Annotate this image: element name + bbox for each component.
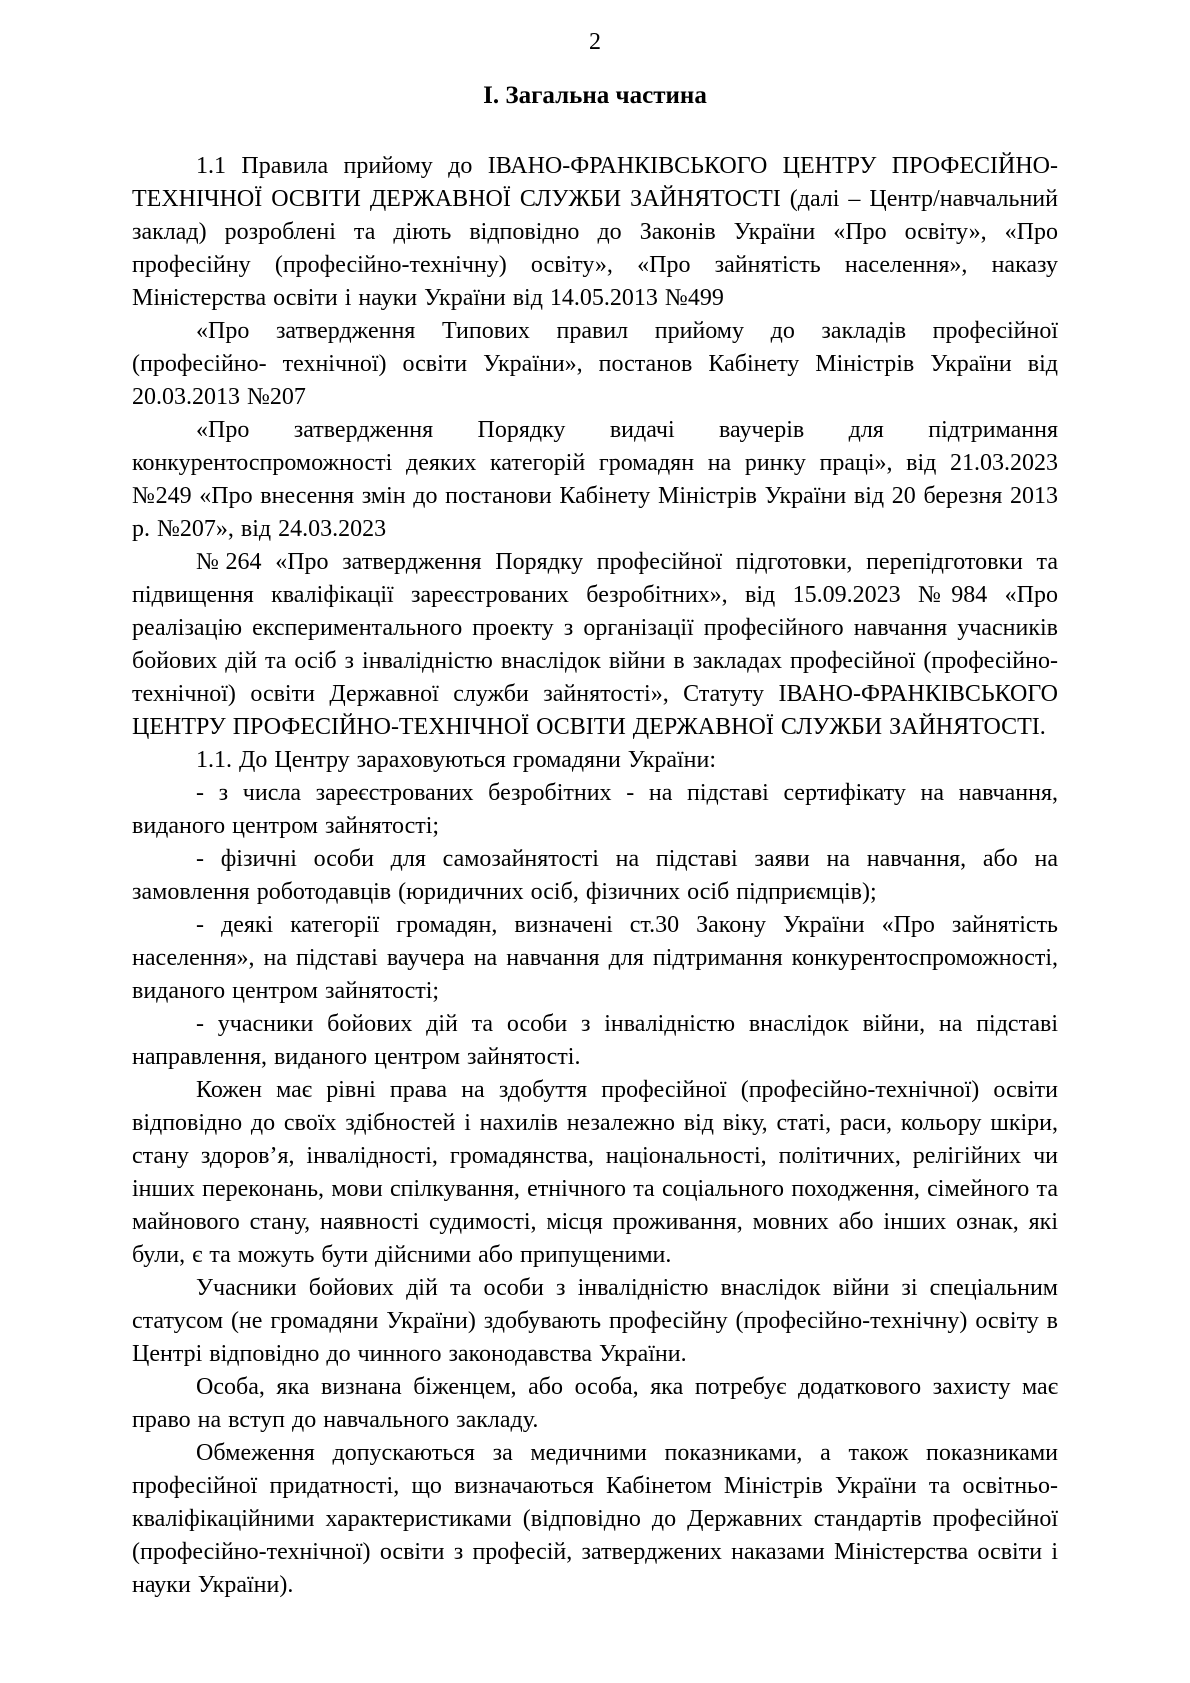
paragraph-3: «Про затвердження Порядку видачі ваучерів для підтримання конкурентоспроможності деяких категорій громадян на ринку праці», від 21.03.2023 №249 «Про внесення змін до постанови Кабінету Міністрів України від 20 березня 2013 р. №207», від 24.03.2023: [132, 417, 1058, 542]
paragraph-11: Учасники бойових дій та особи з інвалідністю внаслідок війни зі спеціальним статусом (не громадяни України) здобувають професійну (професійно-технічну) освіту в Центрі відповідно до чинного законодавства України.: [132, 1275, 1058, 1367]
paragraph-1: 1.1 Правила прийому до ІВАНО-ФРАНКІВСЬКОГО ЦЕНТРУ ПРОФЕСІЙНО-ТЕХНІЧНОЇ ОСВІТИ ДЕРЖАВНОЇ СЛУЖБИ ЗАЙНЯТОСТІ (далі – Центр/навчальний заклад) розроблені та діють відповідно до Законів України «Про освіту», «Про професійну (професійно-технічну) освіту», «Про зайнятість населення», наказу Міністерства освіти і науки України від 14.05.2013 №499: [132, 153, 1058, 311]
paragraph-9: - учасники бойових дій та особи з інвалідністю внаслідок війни, на підставі направлення, виданого центром зайнятості.: [132, 1011, 1058, 1070]
paragraph-13: Обмеження допускаються за медичними показниками, а також показниками професійної придатності, що визначаються Кабінетом Міністрів України та освітньо- кваліфікаційними характеристиками (відповідно до Державних стандартів професійної (професійно-технічної) освіти з професій, затверджених наказами Міністерства освіти і науки України).: [132, 1440, 1058, 1598]
page-number: 2: [589, 29, 601, 55]
paragraph-6: - з числа зареєстрованих безробітних - на підставі сертифікату на навчання, виданого центром зайнятості;: [132, 780, 1058, 839]
paragraph-7: - фізичні особи для самозайнятості на підставі заяви на навчання, або на замовлення роботодавців (юридичних осіб, фізичних осіб підприємців);: [132, 846, 1058, 905]
section-heading: І. Загальна частина: [483, 82, 707, 109]
paragraph-5: 1.1. До Центру зараховуються громадяни України:: [196, 747, 717, 773]
paragraph-4: №264 «Про затвердження Порядку професійної підготовки, перепідготовки та підвищення кваліфікації зареєстрованих безробітних», від 15.09.2023 №984 «Про реалізацію експериментального проекту з організації професійного навчання учасників бойових дій та осіб з інвалідністю внаслідок війни в закладах професійної (професійно- технічної) освіти Державної служби зайнятості», Статуту ІВАНО-ФРАНКІВСЬКОГО ЦЕНТРУ ПРОФЕСІЙНО-ТЕХНІЧНОЇ ОСВІТИ ДЕРЖАВНОЇ СЛУЖБИ ЗАЙНЯТОСТІ.: [132, 549, 1058, 740]
paragraph-2: «Про затвердження Типових правил прийому до закладів професійної (професійно- технічної) освіти України», постанов Кабінету Міністрів України від 20.03.2013 №207: [132, 318, 1058, 410]
paragraph-8: - деякі категорії громадян, визначені ст.30 Закону України «Про зайнятість населення», на підставі ваучера на навчання для підтримання конкурентоспроможності, виданого центром зайнятості;: [132, 912, 1058, 1004]
paragraph-12: Особа, яка визнана біженцем, або особа, яка потребує додаткового захисту має право на вступ до навчального закладу.: [132, 1374, 1058, 1433]
paragraph-10: Кожен має рівні права на здобуття професійної (професійно-технічної) освіти відповідно до своїх здібностей і нахилів незалежно від віку, статі, раси, кольору шкіри, стану здоров’я, інвалідності, громадянства, національності, політичних, релігійних чи інших переконань, мови спілкування, етнічного та соціального походження, сімейного та майнового стану, наявності судимості, місця проживання, мовних або інших ознак, які були, є та можуть бути дійсними або припущеними.: [132, 1077, 1058, 1268]
